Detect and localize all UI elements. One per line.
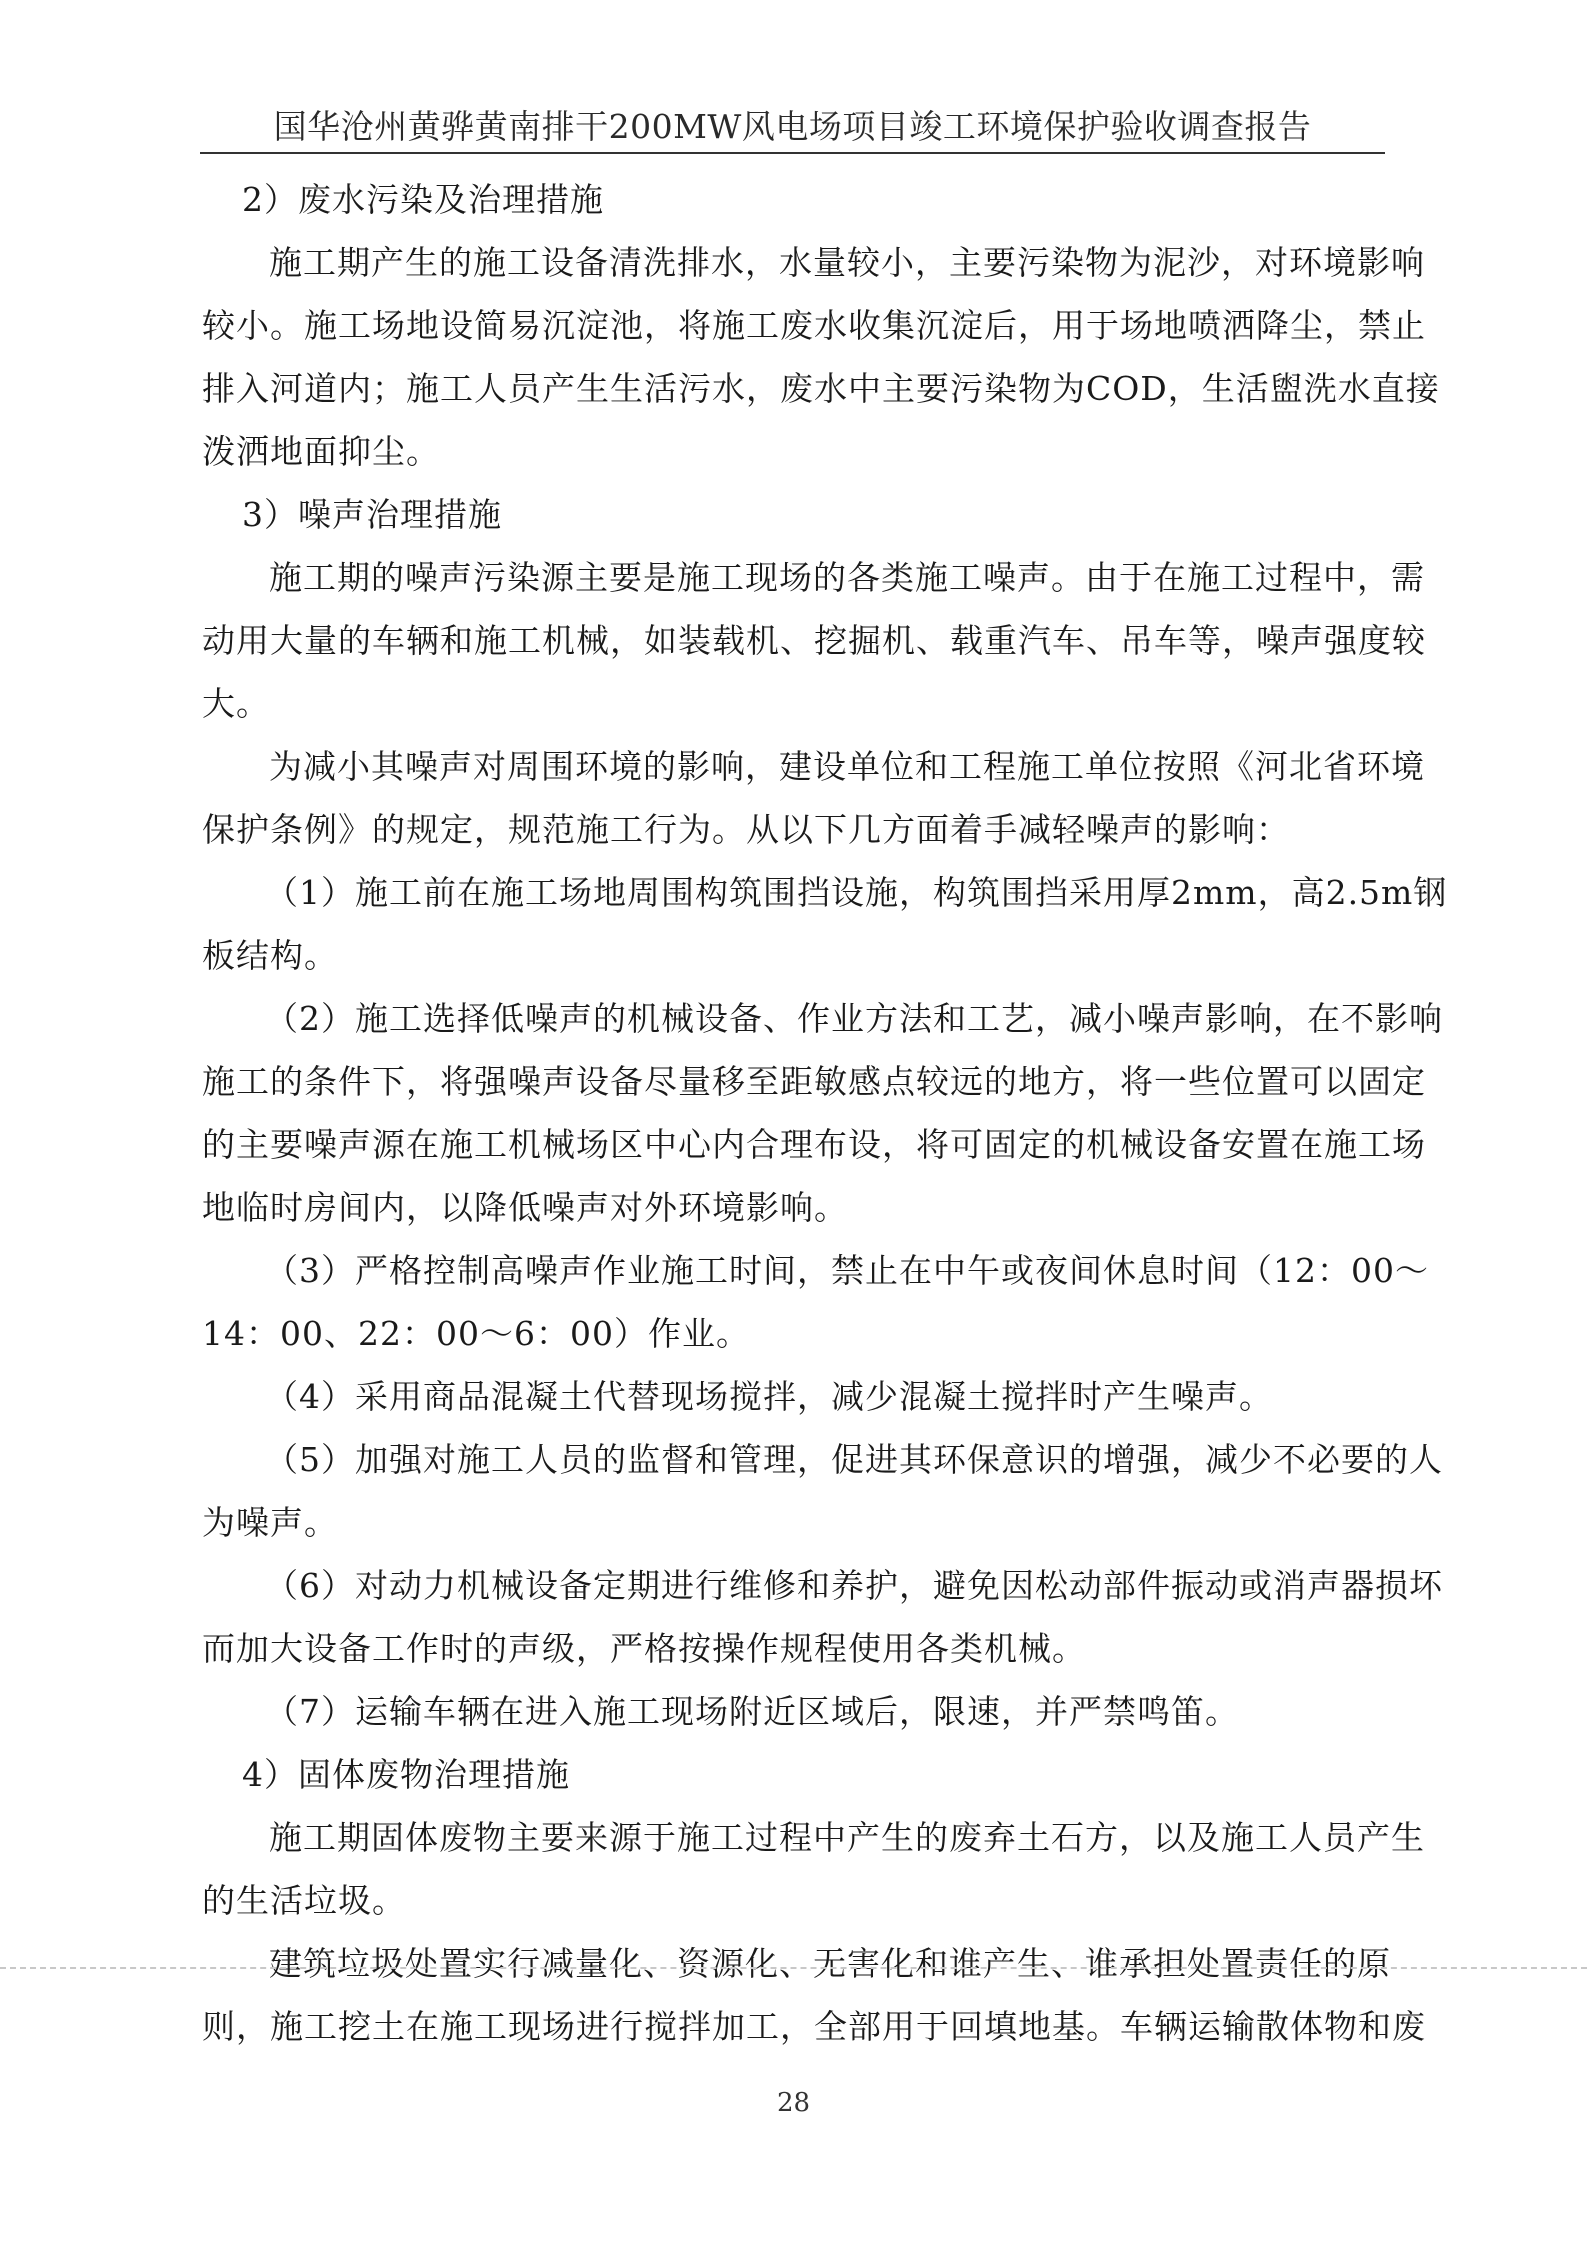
page-header: 国华沧州黄骅黄南排干200MW风电场项目竣工环境保护验收调查报告: [273, 107, 1312, 146]
text-line: 较小。施工场地设简易沉淀池，将施工废水收集沉淀后，用于场地喷洒降尘，禁止: [202, 306, 1426, 345]
text-line: 14：00、22：00～6：00）作业。: [202, 1314, 750, 1353]
text-line: 动用大量的车辆和施工机械，如装载机、挖掘机、载重汽车、吊车等，噪声强度较: [202, 621, 1426, 660]
text-line: 为噪声。: [202, 1503, 338, 1542]
text-line: 施工的条件下，将强噪声设备尽量移至距敏感点较远的地方，将一些位置可以固定: [202, 1062, 1426, 1101]
page-number: 28: [776, 2088, 811, 2118]
header-rule: [200, 152, 1385, 154]
text-line: （3）严格控制高噪声作业施工时间，禁止在中午或夜间休息时间（12：00～: [265, 1251, 1429, 1290]
text-line: （4）采用商品混凝土代替现场搅拌，减少混凝土搅拌时产生噪声。: [265, 1377, 1273, 1416]
text-line: 施工期产生的施工设备清洗排水，水量较小，主要污染物为泥沙，对环境影响: [269, 243, 1425, 282]
text-line: （2）施工选择低噪声的机械设备、作业方法和工艺，减小噪声影响，在不影响: [265, 999, 1443, 1038]
scan-artifact-line: [0, 1967, 1587, 1969]
section-heading: 3）噪声治理措施: [242, 495, 502, 534]
text-line: 则，施工挖土在施工现场进行搅拌加工，全部用于回填地基。车辆运输散体物和废: [202, 2007, 1426, 2046]
text-line: （6）对动力机械设备定期进行维修和养护，避免因松动部件振动或消声器损坏: [265, 1566, 1443, 1605]
text-line: 板结构。: [202, 936, 338, 975]
text-line: 地临时房间内，以降低噪声对外环境影响。: [202, 1188, 848, 1227]
text-line: 而加大设备工作时的声级，严格按操作规程使用各类机械。: [202, 1629, 1086, 1668]
text-line: 泼洒地面抑尘。: [202, 432, 440, 471]
text-line: 的生活垃圾。: [202, 1881, 406, 1920]
text-line: （1）施工前在施工场地周围构筑围挡设施，构筑围挡采用厚2mm，高2.5m钢: [265, 873, 1448, 912]
text-line: 施工期固体废物主要来源于施工过程中产生的废弃土石方，以及施工人员产生: [269, 1818, 1425, 1857]
text-line: 施工期的噪声污染源主要是施工现场的各类施工噪声。由于在施工过程中，需: [269, 558, 1425, 597]
body-text: [202, 168, 1448, 2058]
text-line: 的主要噪声源在施工机械场区中心内合理布设，将可固定的机械设备安置在施工场: [202, 1125, 1426, 1164]
text-line: 建筑垃圾处置实行减量化、资源化、无害化和谁产生、谁承担处置责任的原: [269, 1944, 1391, 1983]
section-heading: 2）废水污染及治理措施: [242, 180, 604, 219]
text-line: （7）运输车辆在进入施工现场附近区域后，限速，并严禁鸣笛。: [265, 1692, 1239, 1731]
text-line: 为减小其噪声对周围环境的影响，建设单位和工程施工单位按照《河北省环境: [269, 747, 1425, 786]
text-line: 大。: [202, 684, 270, 723]
section-heading: 4）固体废物治理措施: [242, 1755, 570, 1794]
text-line: 排入河道内；施工人员产生生活污水，废水中主要污染物为COD，生活盥洗水直接: [202, 369, 1440, 408]
text-line: 保护条例》的规定，规范施工行为。从以下几方面着手减轻噪声的影响：: [202, 810, 1290, 849]
text-line: （5）加强对施工人员的监督和管理，促进其环保意识的增强，减少不必要的人: [265, 1440, 1443, 1479]
